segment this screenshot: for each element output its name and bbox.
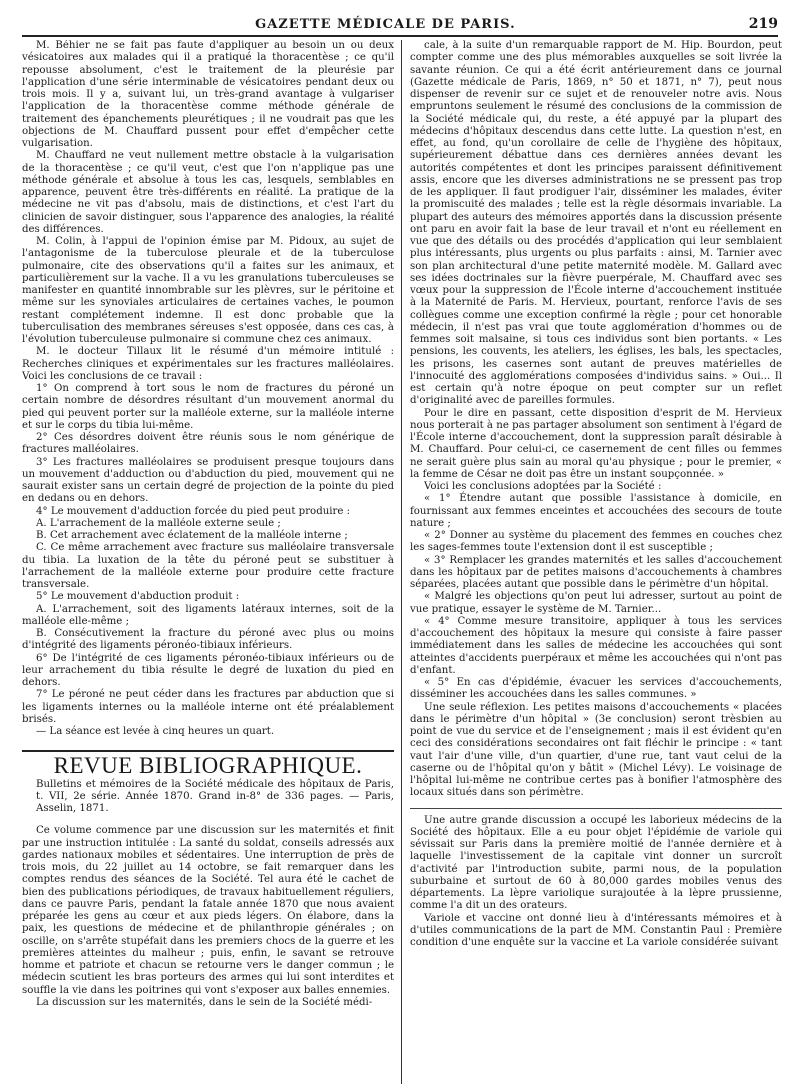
paragraph: A. L'arrachement de la malléole externe seule ; (36, 517, 281, 529)
paragraph: — La séance est levée à cinq heures un quart. (36, 726, 275, 737)
paragraph: 1° On comprend à tort sous le nom de fractures du péroné un certain nombre de désordres résultant d'un mouvement anormal du pied qui peuvent porter sur la malléole externe, sur la malléole interne et sur le corps du tibia lui-même. (22, 383, 394, 431)
paragraph: B. Cet arrachement avec éclatement de la malléole interne ; (36, 530, 348, 541)
right-column (410, 40, 782, 1084)
page-number: 219 (748, 16, 778, 32)
paragraph: « Malgré les objections qu'on peut lui adresser, surtout au point de vue pratique, essayer le système de M. Tarnier... (410, 591, 782, 615)
paragraph: 3° Les fractures malléolaires se produisent presque toujours dans un mouvement d'adduction ou d'abduction du pied, mouvement qui ne saurait exister sans un certain degré de projection de la pointe du pied en dedans ou en dehors. (22, 456, 394, 505)
left-column (22, 40, 394, 1084)
column-divider (401, 40, 402, 1084)
paragraph: cale, à la suite d'un remarquable rapport de M. Hip. Bourdon, peut compter comme une des plus mémorables auxquelles se soit livrée la savante réunion. Ce qui a été écrit antérieurement dans ce journal (Gazette médicale de Paris, 1869, n° 50 et 1871, n° 7), peut nous dispenser de revenir sur ce sujet et de renouveler notre avis. Nous empruntons seulement le résumé des conclusions de la commission de la Société médicale qui, du reste, a été appuyé par la plupart des médecins d'hôpitaux descendus dans cette lutte. La question n'est, en effet, au fond, qu'un corollaire de celle de l'hygiène des hôpitaux, supérieurement débattue dans ces dernières années devant les autorités compétentes et dont les principes paraissent définitivement assis, encore que les diverses administrations ne se pressent pas trop de les appliquer. Il faut prodiguer l'air, disséminer les malades, éviter la promiscuité des malades ; telle est la règle désormais invariable. La plupart des auteurs des mémoires apportés dans la discussion présente ont paru en avoir fait la base de leur travail et n'ont eu réellement en vue que des détails ou des procédés d'application qui leur semblaient plus intéressants, plus urgents ou plus parfaits : ainsi, M. Tarnier avec son plan architectural d'une petite maternité modèle. M. Gallard avec ses idées doctrinales sur la fièvre puerpérale, M. Chauffard avec ses vœux pour la suppression de l'École interne d'accouchement instituée à la Maternité de Paris. M. Hervieux, pourtant, renforce l'avis de ses collègues comme une exception confirmé la règle ; pour cet honorable médecin, il n'est pas vrai que toute agglomération d'hommes ou de femmes soit malsaine, si tous ces individus sont bien portants. « Les pensions, les couvents, les ateliers, les églises, les bals, les spectacles, les prisons, les casernes sont autant de preuves matérielles de l'innocuité des agglomérations composées d'individus sains. » Oui... Il est certain qu'à notre époque on peut compter sur un reflet d'originalité avec de pareilles formules. (410, 40, 782, 407)
paragraph: M. le docteur Tillaux lit le résumé d'un mémoire intitulé : Recherches cliniques et expérimentales sur les fractures malléolaires. Voici les conclusions de ce travail : (22, 346, 394, 382)
paragraph: A. L'arrachement, soit des ligaments latéraux internes, soit de la malléole elle-même ; (22, 603, 394, 627)
paragraph: « 3° Remplacer les grandes maternités et les salles d'accouchement dans les hôpitaux par de petites maisons d'accouchements à chambres séparées, placées autant que possible dans le périmètre d'un hôpital. (410, 554, 782, 590)
paragraph: C. Ce même arrachement avec fracture sus malléolaire transversale du tibia. La luxation de la tête du péroné peut se substituer à l'arrachement de la malléole externe pour produire cette fracture transversale. (22, 542, 394, 590)
paragraph: 4° Le mouvement d'adduction forcée du pied peut produire : (36, 505, 351, 517)
paragraph: La discussion sur les maternités, dans le sein de la Société médi- (36, 996, 373, 1008)
paragraph: Une autre grande discussion a occupé les laborieux médecins de la Société des hôpitaux. Elle a eu pour objet l'épidémie de variole qui sévissait sur Paris dans la première moitié de l'année dernière et à laquelle l'investissement de la capitale vint donner un surcroît d'activité par l'introduction subite, parmi nous, de la population suburbaine et surtout de 60 à 80,000 gardes mobiles venus des départements. La lèpre variolique surajoutée à la lèpre prussienne, comme l'a dit un des orateurs. (410, 814, 782, 912)
paragraph: M. Chauffard ne veut nullement mettre obstacle à la vulgarisation de la thoracentèse ; ce qu'il veut, c'est que l'on n'applique pas une méthode générale et absolue à tous les cas, lesquels, semblables en apparence, peuvent être très-différents en réalité. La pratique de la médecine ne vit pas d'absolu, mais de distinctions, et c'est l'art du clinicien de savoir distinguer, sous l'apparence des analogies, la réalité des différences. (22, 150, 394, 235)
paragraph: Une seule réflexion. Les petites maisons d'accouchements « placées dans le périmètre d'un hôpital » (3e conclusion) seront trèsbien au point de vue du service et de l'enseignement ; mais il est évident qu'en ceci des considérations secondaires ont fait fléchir le principe : « tant vaut l'air d'une ville, d'un quartier, d'une rue, tant vaut celui de la caserne ou de l'hôpital qu'on y bâtit » (Michel Lévy). Le voisinage de l'hôpital lui-même ne contribue certes pas à bonifier l'atmosphère des locaux situés dans son périmètre. (410, 701, 782, 799)
section-divider (22, 750, 394, 752)
paragraph: Variole et vaccine ont donné lieu à d'intéressants mémoires et à d'utiles communications de la part de MM. Constantin Paul : Première condition d'une enquête sur la vaccine et La variole considérée suivant (410, 912, 782, 948)
paragraph: M. Colin, à l'appui de l'opinion émise par M. Pidoux, au sujet de l'antagonisme de la tuberculose pleurale et de la tuberculose pulmonaire, cite des observations qu'il a faites sur les animaux, et particulièrement sur la vache. Il a vu les granulations tuberculeuses se manifester en quantité innombrable sur les plèvres, sur le péritoine et même sur les synoviales articulaires de certaines vaches, le poumon restant complétement indemne. Il est donc probable que la tuberculisation des membranes séreuses s'est opposée, dans ces cas, à l'évolution tuberculeuse pulmonaire si commune chez ces animaux. (22, 236, 394, 345)
paragraph: « 5° En cas d'épidémie, évacuer les services d'accouchements, disséminer les accouchées dans les salles communes. » (410, 677, 782, 701)
right-paragraphs-2 (410, 815, 782, 950)
page-header (22, 10, 778, 37)
paragraph: « 1° Étendre autant que possible l'assistance à domicile, en fournissant aux femmes enceintes et accouchées des secours de toute nature ; (410, 493, 782, 529)
paragraph: Voici les conclusions adoptées par la Société : (424, 481, 662, 492)
paragraph: M. Béhier ne se fait pas faute d'appliquer au besoin un ou deux vésicatoires aux malades qui il a pratiqué la thoracentèse ; ce qu'il repousse absolument, c'est le traitement de la pleurésie par l'application d'une série interminable de vésicatoires pendant deux ou trois mois. Il y a, suivant lui, un très-grand avantage à vulgariser l'application de la thoracentèse comme méthode générale de traitement des épanchements pleurétiques ; il ne voudrait pas que les objections de M. Chauffard pussent pour effet d'empêcher cette vulgarisation. (22, 40, 394, 149)
paragraph: « 4° Comme mesure transitoire, appliquer à tous les services d'accouchement des hôpitaux la mesure qui consiste à faire passer immédiatement dans les salles de médecine les accouchées qui sont atteintes d'accidents puerpéraux et même les accouchées qui n'ont pas d'enfant. (410, 615, 782, 676)
paragraph: Ce volume commence par une discussion sur les maternités et finit par une instruction intitulée : La santé du soldat, conseils adressés aux gardes nationaux mobiles et sédentaires. Une interruption de près de trois mois, du 22 juillet au 14 octobre, se fait remarquer dans les comptes rendus des séances de la Société. Tel aura été le cachet de bien des publications périodiques, de travaux habituellement réguliers, dans ce pauvre Paris, pendant la fatale année 1870 que nous avaient préparée les gens au cœur et aux pieds légers. On élabore, dans la paix, les questions de médecine et de philanthropie générales ; on oscille, on s'arrête stupéfait dans les premiers chocs de la guerre et les premières atteintes du malheur ; puis, enfin, le savant se retrouve homme et patriote et chacun se retourne vers le danger commun ; le médecin scutient les bras porteurs des armes qui lui sont interdites et souffle la vie dans les poitrines qui vont s'exposer aux balles ennemies. (22, 825, 394, 996)
paragraph: 6° De l'intégrité de ces ligaments péronéo-tibiaux inférieurs ou de leur arrachement du tibia résulte le degré de luxation du pied en dehors. (22, 652, 394, 688)
paragraph: B. Consécutivement la fracture du péroné avec plus ou moins d'intégrité des ligaments péronéo-tibiaux inférieurs. (22, 628, 394, 652)
paragraph: 2° Ces désordres doivent être réunis sous le nom générique de fractures malléolaires. (22, 432, 394, 456)
right-paragraphs (410, 40, 782, 800)
paragraph: Pour le dire en passant, cette disposition d'esprit de M. Hervieux nous porterait à ne pas partager absolument son sentiment à l'égard de l'École interne d'accouchement, dont la suppression paraît désirable à M. Chauffard. Pour celui-ci, ce casernement de cent filles ou femmes ne serait guère plus sain au moral qu'au physique ; pour le premier, « la femme de César ne doit pas être un instant soupçonnée. » (410, 407, 782, 480)
paragraph: 5° Le mouvement d'abduction produit : (36, 591, 240, 603)
journal-title: GAZETTE MÉDICALE DE PARIS. (255, 17, 516, 32)
section-title: REVUE BIBLIOGRAPHIQUE. (53, 753, 363, 779)
left-paragraphs (22, 40, 394, 738)
review-paragraphs (22, 825, 394, 1009)
paragraph: 7° Le péroné ne peut céder dans les fractures par abduction que si les ligaments internes ou la malléole interne ont été préalablement brisés. (22, 689, 394, 725)
bibliography-entry: Bulletins et mémoires de la Société médicale des hôpitaux de Paris, t. VII, 2e série. Année 1870. Grand in-8° de 336 pages. — Paris, Asselin, 1871. (36, 778, 394, 814)
paragraph: « 2° Donner au système du placement des femmes en couches chez les sages-femmes toute l'extension dont il est susceptible ; (410, 530, 782, 554)
section-rule (410, 808, 782, 809)
